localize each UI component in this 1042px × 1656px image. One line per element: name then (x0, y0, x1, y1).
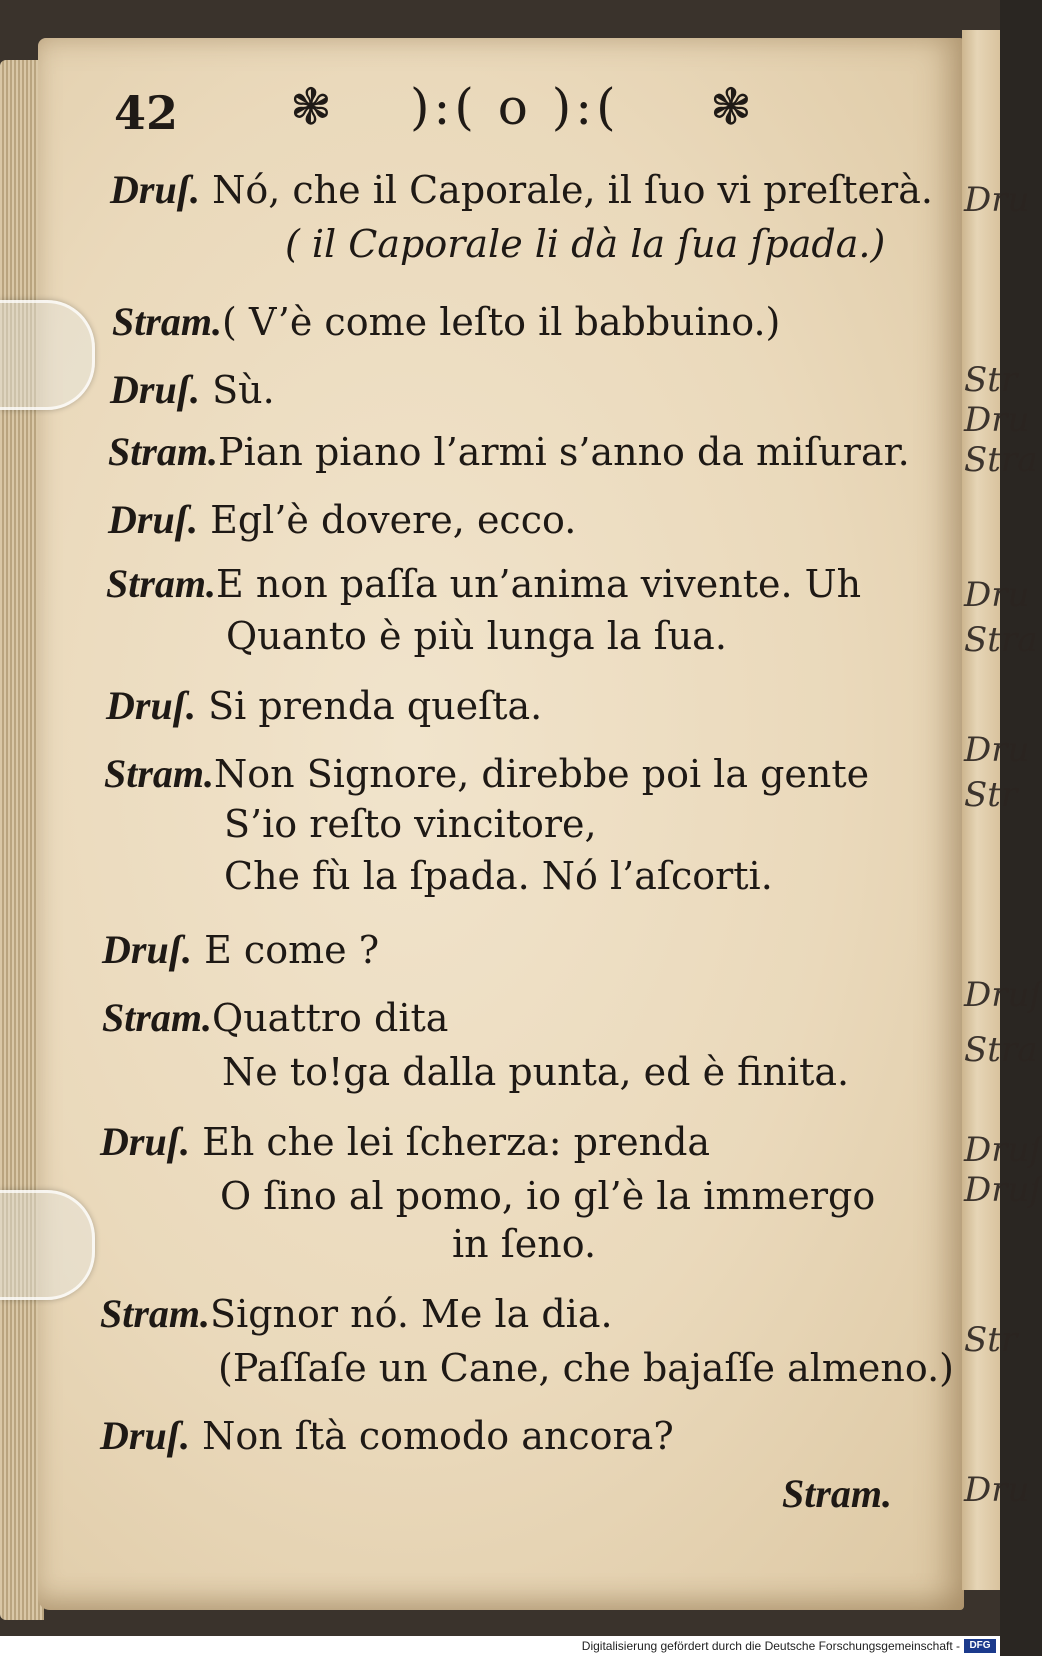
dialogue-continuation (220, 1172, 875, 1220)
line-text: E non paſſa un’anima vivente. Uh (216, 562, 862, 606)
speaker-label: Druſ. (100, 1119, 191, 1164)
dialogue-line (102, 994, 448, 1042)
line-text: Non Signore, direbbe poi la gente (214, 752, 870, 796)
line-text: Nó, che il Caporale, il ſuo vi preſterà. (200, 168, 933, 212)
speaker-label: Stram. (100, 1291, 211, 1336)
line-text: Si prenda queſta. (196, 684, 543, 728)
page-header (100, 72, 880, 142)
fleuron-ornament-icon: ❃ (710, 78, 756, 136)
speaker-label: Druſ. (108, 497, 199, 542)
line-text: Non ſtà comodo ancora? (190, 1414, 674, 1458)
line-text: Quattro dita (212, 996, 449, 1040)
footer-credit: Digitalisierung gefördert durch die Deutsche Forschungsgemeinschaft - (581, 1639, 960, 1653)
line-text: Pian piano l’armi s’anno da miſurar. (218, 430, 910, 474)
line-text: Eh che lei ſcherza: prenda (190, 1120, 711, 1164)
speaker-label: Druſ. (106, 683, 197, 728)
speaker-label: Stram. (104, 751, 215, 796)
page-clip-bottom (0, 1190, 95, 1300)
speaker-label: Druſ. (110, 367, 201, 412)
line-text: in ſeno. (452, 1222, 597, 1266)
line-text: Egl’è dovere, ecco. (198, 498, 577, 542)
dialogue-line (108, 496, 576, 544)
dialogue-line (100, 1290, 613, 1338)
facing-page-strip (962, 30, 1042, 1590)
facing-page-fragment: Stra (964, 440, 1038, 480)
speaker-label: Stram. (102, 995, 213, 1040)
facing-page-fragment: Dru (964, 400, 1030, 440)
ornament-divider: ):( o ):( (410, 78, 620, 136)
facing-page-fragment: Stra (964, 1030, 1038, 1070)
dialogue-continuation (452, 1220, 596, 1268)
dialogue-continuation (224, 852, 773, 900)
facing-page-fragment: Dru (964, 730, 1030, 770)
facing-page-fragment: Dru (964, 1470, 1030, 1510)
line-text: ( V’è come leſto il babbuino.) (222, 300, 781, 344)
catchword: Stram. (781, 1471, 892, 1516)
dialogue-line (106, 682, 542, 730)
line-text: Ne to!ga dalla punta, ed è finita. (222, 1050, 850, 1094)
dialogue-line (110, 166, 933, 214)
speaker-label: Stram. (106, 561, 217, 606)
line-text: ( il Caporale li dà la ſua ſpada.) (285, 222, 886, 266)
line-text: Che fù la ſpada. Nó l’aſcorti. (224, 854, 773, 898)
facing-page-fragment: Dru (964, 575, 1030, 615)
dialogue-continuation (226, 612, 727, 660)
dialogue-line (104, 750, 869, 798)
dialogue-line (108, 428, 910, 476)
page-number: 42 (114, 86, 179, 140)
facing-page-fragment: Druſ (964, 975, 1042, 1015)
speaker-label: Druſ. (100, 1413, 191, 1458)
speaker-label: Druſ. (110, 167, 201, 212)
dialogue-continuation (218, 1344, 954, 1392)
dialogue-line (112, 298, 780, 346)
fleuron-ornament-icon: ❃ (290, 78, 336, 136)
speaker-label: Stram. (108, 429, 219, 474)
facing-page-fragment: Str (964, 1320, 1018, 1360)
speaker-label: Druſ. (102, 927, 193, 972)
line-text: O ſino al pomo, io gl’è la immergo (220, 1174, 876, 1218)
line-text: Signor nó. Me la dia. (210, 1292, 613, 1336)
dialogue-line (102, 926, 379, 974)
facing-page-fragment: Druſ (964, 1170, 1042, 1210)
line-text: E come ? (192, 928, 380, 972)
facing-page-fragment: Str (964, 775, 1018, 815)
facing-page-fragment: Druſ (964, 1130, 1042, 1170)
dialogue-continuation (224, 800, 597, 848)
line-text: Quanto è più lunga la ſua. (226, 614, 727, 658)
facing-page-fragment: Dru (964, 180, 1030, 220)
dialogue-line (100, 1118, 710, 1166)
line-text: (Paſſaſe un Cane, che bajaſſe almeno.) (218, 1346, 954, 1390)
dialogue-line (106, 560, 861, 608)
dialogue-continuation (222, 1048, 849, 1096)
stage-direction (285, 220, 885, 268)
dialogue-line (100, 1412, 674, 1460)
digitization-footer (0, 1636, 1000, 1656)
speaker-label: Stram. (112, 299, 223, 344)
dialogue-line (110, 366, 275, 414)
dfg-logo: DFG (964, 1639, 996, 1653)
facing-page-fragment: Stra (964, 620, 1038, 660)
facing-page-fragment: Str (964, 360, 1018, 400)
line-text: Sù. (200, 368, 275, 412)
page-clip-top (0, 300, 95, 410)
line-text: S’io reſto vincitore, (224, 802, 597, 846)
